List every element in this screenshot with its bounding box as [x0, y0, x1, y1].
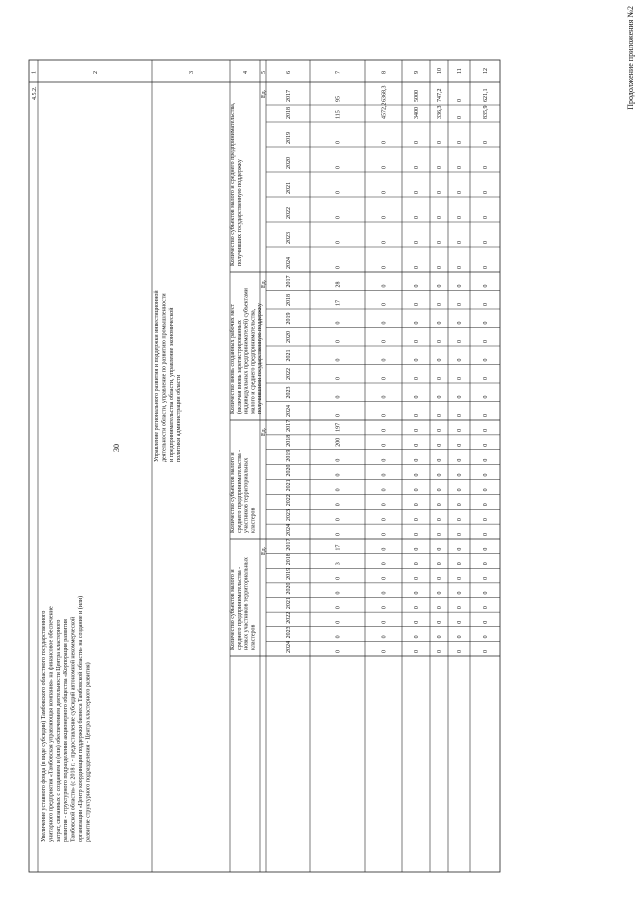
year-2019-s3: 2019	[286, 449, 292, 462]
cell-c11-2023-s1: 0	[457, 241, 463, 244]
cell-c8-2023-s1: 0	[381, 241, 388, 244]
cell-c7-2024-s4: 0	[335, 650, 342, 653]
year-2024-s1: 2024	[286, 257, 292, 269]
cell-c7-2017-s1: 95	[335, 96, 342, 102]
cell-c7-2020-s4: 0	[335, 591, 342, 595]
cell-c11-2022-s3: 0	[457, 503, 463, 507]
svg-text:развитие структурного подразде: развитие структурного подразделения - Центра кластерного развития)	[85, 662, 92, 842]
year-2023-s3: 2023	[286, 509, 292, 522]
cell-c10-2019-s2: 0	[437, 321, 443, 325]
cell-c9-2022-s3: 0	[414, 503, 420, 507]
svg-text:затрат, связанных с созданием: затрат, связанных с созданием и (или) обеспечением деятельности Центра кластерного	[55, 619, 62, 842]
cell-c9-2021-s3: 0	[414, 488, 420, 492]
cell-c10-2023-s4: 0	[437, 635, 443, 639]
measure-description	[40, 596, 91, 842]
cell-c12-2017-s2: 0	[483, 284, 489, 288]
cell-c7-2020-s2: 0	[335, 340, 342, 343]
year-2020-s2: 2020	[286, 331, 292, 343]
cell-c8-2022-s1: 0	[381, 216, 388, 219]
svg-text:Количество субъектов малого и: Количество субъектов малого и среднего предпринимательства,	[230, 102, 236, 266]
cell-c7-2021-s3: 0	[335, 488, 342, 492]
cell-c9-2023-s2: 0	[414, 395, 420, 399]
cell-c8-2020-s1: 0	[381, 166, 388, 169]
cell-c8-2022-s3: 0	[381, 503, 388, 507]
cell-c10-2023-s2: 0	[437, 395, 443, 399]
cell-c11-2019-s3: 0	[457, 458, 463, 462]
column-number-11: 11	[457, 68, 463, 74]
cell-c10-2021-s2: 0	[437, 358, 443, 362]
cell-c10-2023-s3: 0	[437, 518, 443, 522]
cell-c7-2017-s2: 28	[335, 281, 342, 288]
column-number-5: 5	[261, 71, 267, 74]
cell-c8-2019-s4: 0	[381, 576, 388, 580]
cell-c12-2024-s3: 0	[483, 533, 489, 536]
column-number-7: 7	[335, 71, 342, 74]
cell-c7-2019-s2: 0	[335, 321, 342, 325]
cell-c8-2020-s2: 0	[381, 340, 388, 343]
year-2022-s2: 2022	[286, 368, 292, 380]
cell-c12-2018-s4: 0	[483, 562, 489, 566]
cell-c11-2024-s3: 0	[457, 533, 463, 536]
year-2023-s4: 2023	[286, 626, 292, 639]
cell-c12-2021-s1: 0	[483, 191, 489, 194]
year-2024-s3: 2024	[286, 524, 292, 536]
cell-c7-2018-s3: 200	[335, 437, 342, 447]
cell-c8-2024-s4: 0	[381, 650, 388, 653]
cell-c7-2018-s2: 17	[335, 300, 342, 306]
cell-c10-2017-s3: 0	[437, 428, 443, 432]
year-2018-s2: 2018	[286, 294, 292, 306]
cell-c8-2021-s1: 0	[381, 191, 388, 194]
cell-c11-2017-s1: 0	[457, 99, 463, 102]
cell-c8-2023-s2: 0	[381, 395, 388, 399]
indicator-unit-2: Ед.	[261, 279, 267, 288]
indicator-name-1	[229, 102, 243, 266]
year-2024-s4: 2024	[286, 641, 292, 653]
cell-c12-2024-s4: 0	[483, 650, 489, 653]
cell-c7-2022-s1: 0	[335, 216, 342, 219]
cell-c7-2022-s3: 0	[335, 503, 342, 507]
cell-c8-2021-s2: 0	[381, 358, 388, 362]
svg-text:политики администрации области: политики администрации области	[176, 374, 183, 462]
cell-c12-2020-s1: 0	[483, 166, 489, 169]
cell-c7-2019-s1: 0	[335, 141, 342, 144]
year-2023-s2: 2023	[286, 386, 292, 399]
year-2019-s4: 2019	[286, 567, 292, 580]
column-number-10: 10	[437, 68, 443, 74]
cell-c9-2020-s3: 0	[414, 473, 420, 477]
cell-c9-2018-s2: 0	[414, 303, 420, 306]
cell-c8-2018-s2: 0	[381, 303, 388, 306]
cell-c7-2019-s3: 0	[335, 458, 342, 462]
cell-c8-2022-s4: 0	[381, 620, 388, 624]
cell-c9-2023-s4: 0	[414, 635, 420, 639]
cell-c10-2020-s4: 0	[437, 591, 443, 595]
year-2021-s4: 2021	[286, 597, 292, 610]
cell-c9-2023-s1: 0	[414, 241, 420, 244]
cell-c9-2017-s2: 0	[414, 284, 420, 288]
cell-c11-2024-s2: 0	[457, 414, 463, 417]
cell-c10-2018-s2: 0	[437, 303, 443, 306]
cell-c8-2019-s1: 0	[381, 141, 388, 144]
cell-c9-2017-s1: 5000	[414, 90, 420, 102]
cell-c10-2018-s3: 0	[437, 443, 443, 447]
cell-c11-2020-s2: 0	[457, 340, 463, 343]
svg-text:получившими государственную по: получившими государственную поддержку	[257, 303, 264, 414]
cell-c12-2023-s4: 0	[483, 635, 489, 639]
cell-c11-2024-s4: 0	[457, 650, 463, 653]
cell-c11-2023-s3: 0	[457, 518, 463, 522]
cell-c12-2022-s4: 0	[483, 620, 489, 624]
cell-c9-2022-s2: 0	[414, 377, 420, 380]
cell-c11-2021-s1: 0	[457, 191, 463, 194]
cell-c11-2020-s1: 0	[457, 166, 463, 169]
cell-c10-2017-s4: 0	[437, 547, 443, 551]
cell-c12-2022-s2: 0	[483, 377, 489, 380]
cell-c12-2018-s1: 835,9	[483, 105, 489, 119]
cell-c8-2020-s3: 0	[381, 473, 388, 477]
column-number-12: 12	[483, 68, 489, 74]
year-2018-s1: 2018	[286, 107, 292, 119]
cell-c8-2021-s4: 0	[381, 606, 388, 610]
year-2019-s2: 2019	[286, 312, 292, 325]
svg-text:Увеличение уставного фонда (в: Увеличение уставного фонда (в виде субсидии) Тамбовского областного государственного	[41, 610, 47, 842]
year-2021-s3: 2021	[286, 479, 292, 492]
cell-c8-2019-s2: 0	[381, 321, 388, 325]
svg-text:среднего предпринимательства -: среднего предпринимательства -	[236, 449, 243, 533]
cell-c11-2018-s2: 0	[457, 303, 463, 306]
cell-c12-2022-s1: 0	[483, 216, 489, 219]
year-2017-s2: 2017	[286, 275, 292, 288]
year-2021-s1: 2021	[286, 182, 292, 194]
cell-c8-2017-s3: 0	[381, 428, 388, 432]
svg-text:и предпринимательства области,: и предпринимательства области, управление экономической	[168, 307, 175, 462]
cell-c8-2021-s3: 0	[381, 488, 388, 492]
svg-text:(включая вновь зарегистрирован: (включая вновь зарегистрированных	[236, 320, 243, 414]
year-2020-s3: 2020	[286, 464, 292, 477]
cell-c9-2022-s4: 0	[414, 620, 420, 624]
cell-c7-2021-s4: 0	[335, 606, 342, 610]
cell-c10-2020-s1: 0	[437, 166, 443, 169]
cell-c10-2024-s3: 0	[437, 533, 443, 536]
cell-c11-2019-s1: 0	[457, 141, 463, 144]
cell-c9-2021-s4: 0	[414, 606, 420, 610]
year-2017-s1: 2017	[286, 90, 292, 102]
cell-c7-2018-s4: 3	[335, 562, 342, 566]
cell-c12-2020-s4: 0	[483, 591, 489, 595]
cell-c10-2022-s1: 0	[437, 216, 443, 219]
svg-text:деятельности области, управлен: деятельности области, управление по развитию промышленности	[161, 293, 168, 462]
cell-c8-2018-s4: 0	[381, 562, 388, 566]
cell-c11-2020-s4: 0	[457, 591, 463, 595]
cell-c7-2023-s2: 0	[335, 395, 342, 399]
svg-text:Количество субъектов малого и: Количество субъектов малого и	[230, 569, 236, 650]
svg-text:унитарного предприятия «Тамбов: унитарного предприятия «Тамбовская управляющая компания» на финансовое обеспечение	[48, 606, 55, 842]
cell-c12-2023-s1: 0	[483, 241, 489, 244]
cell-c9-2023-s3: 0	[414, 518, 420, 522]
cell-c10-2022-s4: 0	[437, 620, 443, 624]
cell-c9-2024-s1: 0	[414, 266, 420, 269]
cell-c9-2024-s2: 0	[414, 414, 420, 417]
year-2024-s2: 2024	[286, 405, 292, 417]
svg-text:Управление регионального разви: Управление регионального развития и поддержки инвестиционной	[154, 290, 160, 462]
cell-c10-2020-s2: 0	[437, 340, 443, 343]
column-number-8: 8	[381, 71, 388, 74]
page-number: 30	[112, 444, 121, 452]
cell-c12-2023-s2: 0	[483, 395, 489, 399]
year-2022-s1: 2022	[286, 207, 292, 219]
cell-c8-2023-s3: 0	[381, 518, 388, 522]
cell-c7-2024-s2: 0	[335, 414, 342, 417]
year-2022-s4: 2022	[286, 611, 292, 624]
svg-text:Количество вновь созданных раб: Количество вновь созданных рабочих мест	[230, 303, 236, 414]
cell-c7-2022-s4: 0	[335, 620, 342, 624]
svg-text:новых участников территориальн: новых участников территориальных	[243, 557, 250, 650]
cell-c7-2024-s3: 0	[335, 533, 342, 536]
cell-c12-2021-s2: 0	[483, 358, 489, 362]
cell-c12-2021-s3: 0	[483, 488, 489, 492]
cell-c9-2021-s1: 0	[414, 191, 420, 194]
cell-c9-2024-s3: 0	[414, 533, 420, 536]
cell-c9-2019-s4: 0	[414, 576, 420, 580]
cell-c10-2017-s1: 747,2	[437, 88, 443, 102]
cell-c10-2019-s1: 0	[437, 141, 443, 144]
cell-c10-2024-s1: 0	[437, 266, 443, 269]
cell-c11-2019-s4: 0	[457, 576, 463, 580]
cell-c11-2018-s3: 0	[457, 443, 463, 447]
year-2023-s1: 2023	[286, 232, 292, 244]
cell-c11-2023-s2: 0	[457, 395, 463, 399]
indicator-unit-3: Ед.	[261, 427, 267, 436]
cell-c8-2017-s4: 0	[381, 547, 388, 551]
indicator-name-2	[229, 287, 263, 414]
cell-c11-2018-s4: 0	[457, 562, 463, 566]
cell-c9-2020-s2: 0	[414, 340, 420, 343]
row-number: 4.5.2.	[32, 86, 38, 100]
column-number-3: 3	[189, 71, 195, 74]
year-2018-s4: 2018	[286, 553, 292, 566]
cell-c9-2024-s4: 0	[414, 650, 420, 653]
svg-text:получивших государственную под: получивших государственную поддержку	[236, 159, 243, 266]
indicator-name-4	[229, 557, 256, 650]
cell-c7-2024-s1: 0	[335, 266, 342, 269]
year-2020-s4: 2020	[286, 582, 292, 595]
cell-c11-2020-s3: 0	[457, 473, 463, 477]
cell-c9-2019-s3: 0	[414, 458, 420, 462]
svg-text:Тамбовской области» (с 2018 г.: Тамбовской области» (с 2018 г. - предоставление субсидий автономной некоммерческой	[70, 616, 77, 842]
cell-c7-2018-s1: 115	[335, 110, 342, 119]
svg-text:Количество субъектов малого и: Количество субъектов малого и	[230, 452, 236, 533]
year-2018-s3: 2018	[286, 434, 292, 447]
cell-c10-2019-s3: 0	[437, 458, 443, 462]
cell-c7-2017-s3: 197	[335, 422, 342, 432]
cell-c9-2021-s2: 0	[414, 358, 420, 362]
cell-c11-2021-s2: 0	[457, 358, 463, 362]
cell-c7-2020-s1: 0	[335, 166, 342, 169]
svg-text:среднего предпринимательства -: среднего предпринимательства -	[236, 566, 243, 650]
cell-c11-2022-s2: 0	[457, 377, 463, 380]
cell-c7-2021-s1: 0	[335, 191, 342, 194]
cell-c12-2021-s4: 0	[483, 606, 489, 610]
cell-c8-2023-s4: 0	[381, 635, 388, 639]
cell-c10-2024-s4: 0	[437, 650, 443, 653]
year-2022-s3: 2022	[286, 494, 292, 507]
appendix-label: Продолжение приложения №2	[626, 6, 635, 110]
cell-c12-2024-s1: 0	[483, 266, 489, 269]
cell-c8-2024-s2: 0	[381, 414, 388, 417]
cell-c12-2019-s2: 0	[483, 321, 489, 325]
column-number-1: 1	[31, 71, 38, 74]
cell-c10-2019-s4: 0	[437, 576, 443, 580]
indicator-unit-1: Ед.	[261, 89, 267, 98]
cell-c11-2017-s2: 0	[457, 284, 463, 288]
cell-c10-2020-s3: 0	[437, 473, 443, 477]
cell-c10-2021-s1: 0	[437, 191, 443, 194]
cell-c9-2018-s3: 0	[414, 443, 420, 447]
cell-c12-2019-s3: 0	[483, 458, 489, 462]
column-number-2: 2	[93, 71, 99, 74]
cell-c9-2018-s1: 3400	[414, 107, 420, 119]
indicator-unit-4: Ед.	[261, 546, 267, 555]
cell-c8-2022-s2: 0	[381, 377, 388, 380]
cell-c7-2021-s2: 0	[335, 358, 342, 362]
cell-c11-2017-s3: 0	[457, 428, 463, 432]
svg-text:кластеров: кластеров	[250, 624, 257, 650]
svg-text:индивидуальных предпринимателе: индивидуальных предпринимателей) субъектами	[243, 288, 250, 414]
cell-c8-2024-s3: 0	[381, 533, 388, 536]
cell-c9-2020-s1: 0	[414, 166, 420, 169]
cell-c10-2024-s2: 0	[437, 414, 443, 417]
cell-c12-2017-s1: 621,1	[483, 88, 489, 102]
cell-c11-2023-s4: 0	[457, 635, 463, 639]
cell-c9-2019-s1: 0	[414, 141, 420, 144]
year-2019-s1: 2019	[286, 132, 292, 144]
cell-c8-2018-s1: 4572,2	[381, 102, 388, 119]
cell-c9-2017-s4: 0	[414, 547, 420, 551]
column-number-9: 9	[414, 71, 420, 74]
cell-c10-2022-s2: 0	[437, 377, 443, 380]
executor-description	[153, 290, 182, 462]
year-2021-s2: 2021	[286, 349, 292, 362]
cell-c7-2022-s2: 0	[335, 377, 342, 380]
cell-c11-2021-s3: 0	[457, 488, 463, 492]
cell-c12-2023-s3: 0	[483, 518, 489, 522]
cell-c11-2018-s1: 0	[457, 116, 463, 119]
year-2020-s1: 2020	[286, 157, 292, 169]
cell-c10-2021-s3: 0	[437, 488, 443, 492]
cell-c12-2019-s4: 0	[483, 576, 489, 580]
cell-c11-2022-s1: 0	[457, 216, 463, 219]
column-number-4: 4	[243, 71, 249, 74]
cell-c10-2022-s3: 0	[437, 503, 443, 507]
cell-c10-2023-s1: 0	[437, 241, 443, 244]
indicator-name-3	[229, 450, 256, 533]
svg-text:организации «Центр координации: организации «Центр координации поддержки бизнеса Тамбовской области» на создание и (или)	[78, 595, 84, 842]
cell-c12-2020-s3: 0	[483, 473, 489, 477]
year-2017-s4: 2017	[286, 538, 292, 551]
cell-c12-2018-s2: 0	[483, 303, 489, 306]
cell-c11-2022-s4: 0	[457, 620, 463, 624]
cell-c8-2024-s1: 0	[381, 266, 388, 269]
cell-c7-2023-s4: 0	[335, 635, 342, 639]
cell-c7-2019-s4: 0	[335, 576, 342, 580]
cell-c7-2020-s3: 0	[335, 473, 342, 477]
cell-c10-2021-s4: 0	[437, 606, 443, 610]
cell-c12-2022-s3: 0	[483, 503, 489, 507]
cell-c7-2017-s4: 17	[335, 544, 342, 551]
cell-c7-2023-s1: 0	[335, 241, 342, 244]
cell-c11-2017-s4: 0	[457, 547, 463, 551]
year-2017-s3: 2017	[286, 419, 292, 432]
cell-c8-2017-s1: 6368,3	[381, 85, 388, 102]
cell-c9-2017-s3: 0	[414, 428, 420, 432]
cell-c9-2019-s2: 0	[414, 321, 420, 325]
cell-c8-2018-s3: 0	[381, 443, 388, 447]
svg-text:кластеров: кластеров	[250, 507, 257, 533]
cell-c11-2024-s1: 0	[457, 266, 463, 269]
cell-c12-2017-s4: 0	[483, 547, 489, 551]
cell-c10-2018-s4: 0	[437, 562, 443, 566]
cell-c7-2023-s3: 0	[335, 518, 342, 522]
cell-c11-2021-s4: 0	[457, 606, 463, 610]
cell-c12-2020-s2: 0	[483, 340, 489, 343]
cell-c12-2017-s3: 0	[483, 428, 489, 432]
cell-c9-2022-s1: 0	[414, 216, 420, 219]
column-number-6: 6	[286, 71, 292, 74]
cell-c12-2018-s3: 0	[483, 443, 489, 447]
svg-text:участников территориальных: участников территориальных	[243, 457, 250, 533]
cell-c10-2018-s1: 336,3	[437, 105, 443, 119]
svg-text:развития - структурного подраз: развития - структурного подразделения акционерного общества «Корпорация развития	[63, 619, 70, 842]
cell-c9-2020-s4: 0	[414, 591, 420, 595]
cell-c11-2019-s2: 0	[457, 321, 463, 325]
cell-c8-2020-s4: 0	[381, 591, 388, 595]
cell-c9-2018-s4: 0	[414, 562, 420, 566]
cell-c12-2019-s1: 0	[483, 141, 489, 144]
svg-text:малого и среднего предпринимат: малого и среднего предпринимательства,	[250, 308, 257, 414]
cell-c12-2024-s2: 0	[483, 414, 489, 417]
cell-c10-2017-s2: 0	[437, 284, 443, 288]
cell-c8-2017-s2: 0	[381, 284, 388, 288]
cell-c8-2019-s3: 0	[381, 458, 388, 462]
